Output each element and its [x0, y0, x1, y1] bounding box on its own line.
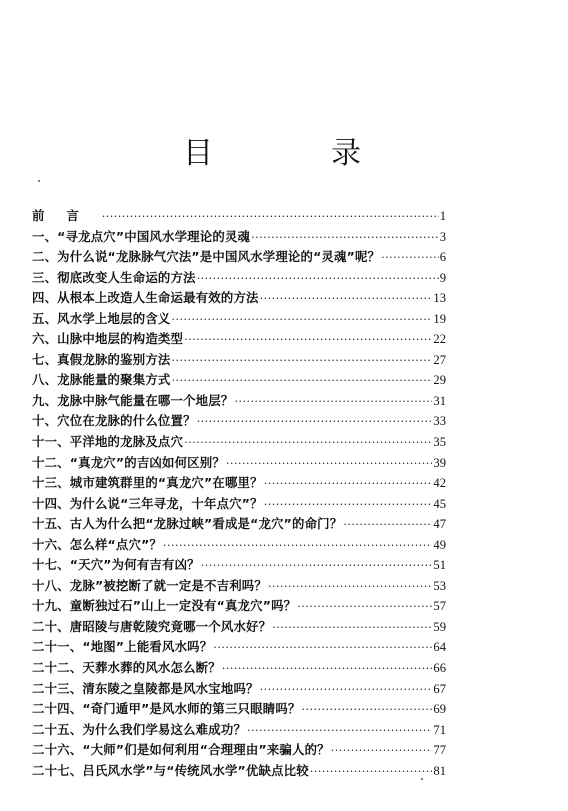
toc-leader-dots: [310, 762, 433, 782]
toc-entry-page-number: 9: [439, 270, 446, 285]
toc-leader-dots: [172, 310, 433, 330]
toc-leader-dots: [264, 495, 433, 515]
toc-entry: [32, 432, 446, 453]
toc-entry-page-number: 3: [439, 229, 446, 244]
toc-entry-label: 二十、唐昭陵与唐乾陵究竟哪一个风水好？: [32, 618, 272, 634]
toc-entry-page-number: 57: [433, 599, 446, 614]
toc-entry-page-number: 66: [433, 661, 446, 676]
toc-leader-dots: [302, 700, 433, 720]
toc-entry: [32, 247, 446, 268]
toc-leader-dots: [268, 577, 432, 597]
toc-leader-dots: [102, 207, 439, 227]
toc-entry-label: 十三、城市建筑群里的“真龙穴”在哪里？: [32, 475, 263, 491]
toc-entry-label: 二、为什么说“龙脉脉气穴法”是中国风水学理论的“灵魂”呢？: [32, 249, 381, 265]
toc-leader-dots: [197, 269, 439, 289]
toc-entry-label: 十七、“天穴”为何有吉有凶？: [32, 557, 200, 573]
toc-entry-page-number: 51: [433, 558, 446, 573]
scan-speck: [38, 180, 40, 182]
toc-leader-dots: [172, 351, 433, 371]
toc-entry-label: 四、从根本上改造人生命运最有效的方法: [32, 290, 259, 306]
toc-entry-label: 二十三、清东陵之皇陵都是风水宝地吗？: [32, 680, 259, 696]
toc-leader-dots: [197, 412, 433, 432]
toc-entry-page-number: 19: [433, 311, 446, 326]
toc-entry: [32, 391, 446, 412]
toc-entry-page-number: 22: [433, 332, 446, 347]
toc-entry-page-number: 29: [433, 373, 446, 388]
toc-entry: [32, 740, 446, 761]
toc-entry-label: 十四、为什么说“三年寻龙，十年点穴”？: [32, 495, 263, 511]
toc-leader-dots: [213, 638, 432, 658]
toc-entry: [32, 370, 446, 391]
toc-entry-label: 九、龙脉中脉气能量在哪一个地层？: [32, 392, 234, 408]
toc-leader-dots: [260, 289, 433, 309]
toc-entry: [32, 535, 446, 556]
toc-entry-label: 七、真假龙脉的鉴别方法: [32, 351, 171, 367]
toc-entry: [32, 720, 446, 741]
toc-entry-page-number: 49: [433, 537, 446, 552]
toc-entry-label: 二十一、“地图”上能看风水吗？: [32, 639, 213, 655]
toc-entry-label: 十八、龙脉”被挖断了就一定是不吉利吗？: [32, 577, 267, 593]
toc-entry-page-number: 64: [433, 640, 446, 655]
toc-entry-page-number: 47: [433, 517, 446, 532]
toc-leader-dots: [251, 228, 439, 248]
toc-entry-label: 十五、古人为什么把“龙脉过峡”看成是“龙穴”的命门？: [32, 516, 343, 532]
toc-entry-label: 一、“寻龙点穴”中国风水学理论的灵魂: [32, 228, 251, 244]
toc-entry-page-number: 13: [433, 291, 446, 306]
toc-leader-dots: [272, 618, 432, 638]
toc-leader-dots: [222, 659, 433, 679]
toc-entry-label: 二十四、“奇门遁甲”是风水师的第三只眼睛吗？: [32, 701, 301, 717]
toc-leader-dots: [247, 721, 432, 741]
toc-leader-dots: [163, 536, 432, 556]
toc-entry: [32, 227, 446, 248]
toc-entry: [32, 309, 446, 330]
toc-entry-page-number: 31: [433, 393, 446, 408]
toc-entry-page-number: 77: [433, 743, 446, 758]
toc-entry-label: 十、穴位在龙脉的什么位置？: [32, 413, 196, 429]
toc-entry: [32, 596, 446, 617]
toc-entry: [32, 617, 446, 638]
toc-entry-page-number: 27: [433, 352, 446, 367]
toc-entry: [32, 514, 446, 535]
toc-entry-page-number: 33: [433, 414, 446, 429]
toc-leader-dots: [260, 680, 433, 700]
toc-entry-label: 二十六、“大师”们是如何利用“合理理由”来骗人的？: [32, 742, 330, 758]
toc-entry: [32, 350, 446, 371]
page-title: 目 录: [183, 136, 405, 171]
toc-entry-label: 二十七、吕氏风水学”与“传统风水学”优缺点比较: [32, 762, 309, 778]
toc-entry-label: 前言: [32, 208, 101, 223]
toc-entry: [32, 555, 446, 576]
toc-entry-label: 五、风水学上地层的含义: [32, 310, 171, 326]
toc-entry: [32, 699, 446, 720]
toc-entry-label: 十一、平洋地的龙脉及点穴: [32, 434, 184, 450]
toc-leader-dots: [184, 330, 432, 350]
toc-entry-page-number: 39: [433, 455, 446, 470]
toc-entry: [32, 288, 446, 309]
toc-entry: [32, 494, 446, 515]
toc-leader-dots: [234, 392, 432, 412]
toc-entry: [32, 658, 446, 679]
toc-entry-page-number: 1: [439, 209, 446, 223]
toc-entry: [32, 637, 446, 658]
toc-entry-label: 三、彻底改变人生命运的方法: [32, 269, 196, 285]
toc-leader-dots: [226, 454, 432, 474]
toc-entry-label: 二十二、天葬水葬的风水怎么断？: [32, 660, 221, 676]
toc-entry: [32, 268, 446, 289]
toc-entry-label: 十九、童断独过石”山上一定没有“真龙穴”吗？: [32, 598, 297, 614]
toc-entry-page-number: 59: [433, 619, 446, 634]
toc-entry-page-number: 67: [433, 681, 446, 696]
toc-leader-dots: [331, 741, 433, 761]
toc-entry-label: 十六、怎么样“点穴”？: [32, 536, 163, 552]
toc-leader-dots: [297, 597, 432, 617]
toc-entry: [32, 411, 446, 432]
toc-entry-label: 六、山脉中地层的构造类型: [32, 331, 184, 347]
toc-entry-page-number: 45: [433, 496, 446, 511]
toc-leader-dots: [201, 556, 433, 576]
toc-leader-dots: [381, 248, 439, 268]
toc-entry: [32, 576, 446, 597]
toc-entry: [32, 329, 446, 350]
toc-entry-label: 八、龙脉能量的聚集方式: [32, 372, 171, 388]
toc-entry: [32, 679, 446, 700]
table-of-contents: [32, 206, 446, 781]
toc-entry-label: 十二、“真龙穴”的吉凶如何区别？: [32, 454, 225, 470]
toc-entry-page-number: 53: [433, 578, 446, 593]
toc-entry: [32, 761, 446, 782]
toc-leader-dots: [343, 515, 432, 535]
toc-entry: [32, 453, 446, 474]
toc-entry: [32, 473, 446, 494]
toc-leader-dots: [184, 433, 432, 453]
toc-entry-page-number: 42: [433, 476, 446, 491]
toc-entry: [32, 206, 446, 227]
toc-entry-page-number: 71: [433, 722, 446, 737]
toc-entry-page-number: 35: [433, 435, 446, 450]
toc-leader-dots: [172, 371, 433, 391]
toc-leader-dots: [264, 474, 433, 494]
toc-entry-page-number: 81: [433, 763, 446, 778]
toc-entry-label: 二十五、为什么我们学易这么难成功？: [32, 721, 247, 737]
toc-entry-page-number: 69: [433, 702, 446, 717]
toc-entry-page-number: 6: [439, 250, 446, 265]
